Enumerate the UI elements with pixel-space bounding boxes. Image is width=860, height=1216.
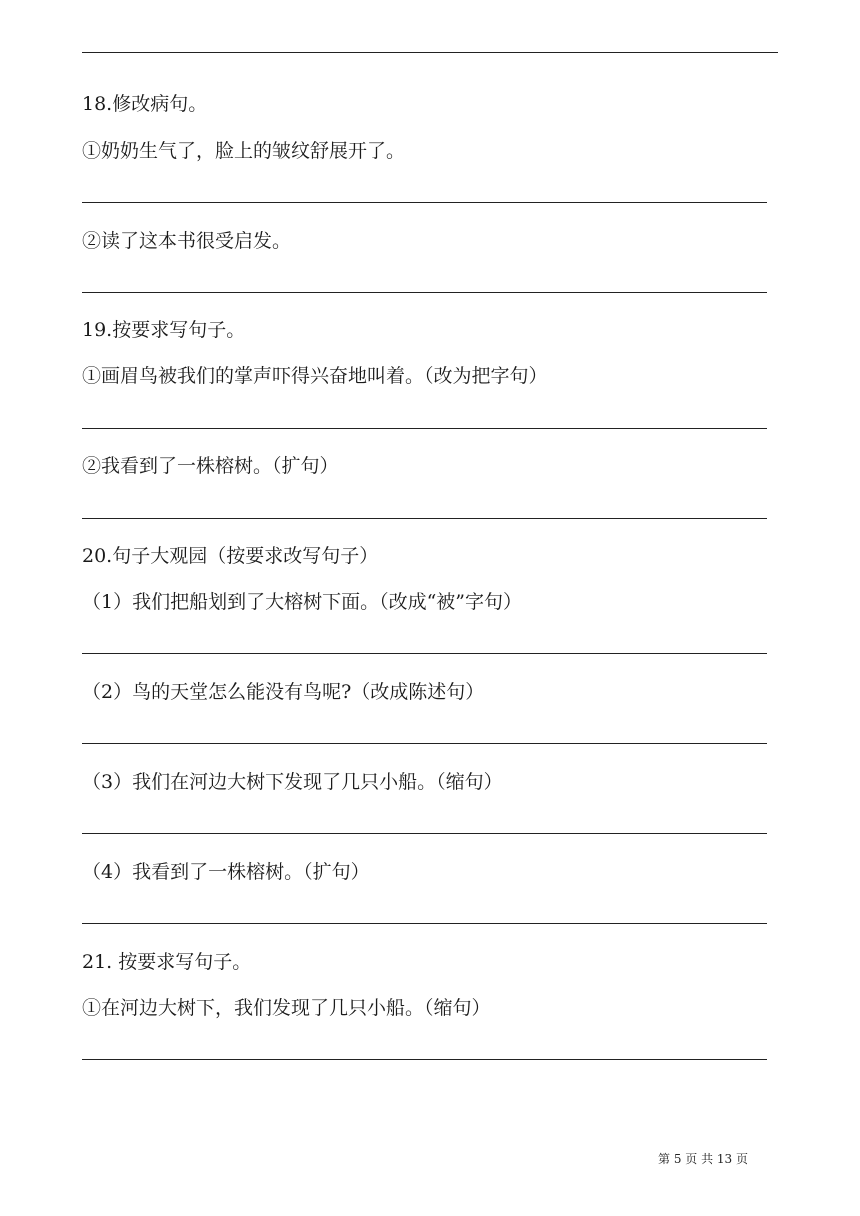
header-rule [82,52,778,53]
answer-line[interactable] [82,923,767,924]
question-19-item-2: ②我看到了一株榕树。（扩句） [82,455,339,477]
answer-line[interactable] [82,428,767,429]
answer-line[interactable] [82,518,767,519]
question-21-item-1: ①在河边大树下，我们发现了几只小船。（缩句） [82,997,491,1019]
question-18-item-1: ①奶奶生气了，脸上的皱纹舒展开了。 [82,140,406,162]
question-20-item-4: （4）我看到了一株榕树。（扩句） [82,861,370,883]
answer-line[interactable] [82,833,767,834]
answer-line[interactable] [82,1059,767,1060]
question-20-title: 20.句子大观园（按要求改写句子） [82,545,379,567]
question-19-item-1: ①画眉鸟被我们的掌声吓得兴奋地叫着。（改为把字句） [82,365,548,387]
question-18-title: 18.修改病句。 [82,93,208,115]
question-20-item-3: （3）我们在河边大树下发现了几只小船。（缩句） [82,771,503,793]
question-18-item-2: ②读了这本书很受启发。 [82,230,292,252]
question-19-title: 19.按要求写句子。 [82,319,246,341]
question-20-item-1: （1）我们把船划到了大榕树下面。（改成“被”字句） [82,591,523,613]
answer-line[interactable] [82,743,767,744]
page-indicator: 第 5 页 共 13 页 [658,1152,748,1166]
answer-line[interactable] [82,292,767,293]
answer-line[interactable] [82,653,767,654]
question-21-title: 21. 按要求写句子。 [82,951,252,973]
answer-line[interactable] [82,202,767,203]
question-20-item-2: （2）鸟的天堂怎么能没有鸟呢?（改成陈述句） [82,681,485,703]
